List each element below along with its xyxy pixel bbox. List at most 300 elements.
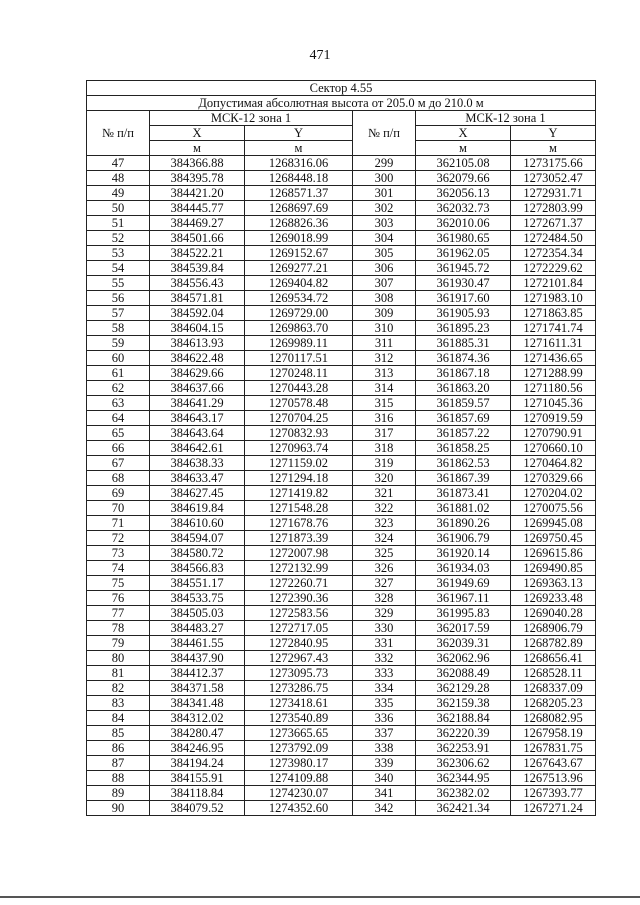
x-coordinate: 384280.47 — [150, 726, 245, 741]
y-coordinate: 1267393.77 — [511, 786, 596, 801]
point-number: 68 — [87, 471, 150, 486]
point-number: 333 — [353, 666, 416, 681]
x-coordinate: 384622.48 — [150, 351, 245, 366]
x-coordinate: 384556.43 — [150, 276, 245, 291]
point-number: 299 — [353, 156, 416, 171]
x-coordinate: 362062.96 — [416, 651, 511, 666]
table-row — [87, 606, 596, 621]
point-number: 66 — [87, 441, 150, 456]
x-coordinate: 362010.06 — [416, 216, 511, 231]
point-number: 84 — [87, 711, 150, 726]
point-number: 315 — [353, 396, 416, 411]
table-row — [87, 786, 596, 801]
point-number: 321 — [353, 486, 416, 501]
y-coordinate: 1271419.82 — [245, 486, 353, 501]
point-number: 65 — [87, 426, 150, 441]
x-coordinate: 384445.77 — [150, 201, 245, 216]
y-coordinate: 1269490.85 — [511, 561, 596, 576]
zone-header-left: МСК-12 зона 1 — [150, 111, 353, 126]
x-coordinate: 361895.23 — [416, 321, 511, 336]
point-number: 303 — [353, 216, 416, 231]
y-coordinate: 1271294.18 — [245, 471, 353, 486]
x-coordinate: 384629.66 — [150, 366, 245, 381]
x-coordinate: 361885.31 — [416, 336, 511, 351]
point-number: 324 — [353, 531, 416, 546]
table-row — [87, 756, 596, 771]
point-number: 313 — [353, 366, 416, 381]
table-row — [87, 216, 596, 231]
x-coordinate: 384610.60 — [150, 516, 245, 531]
x-coordinate: 384341.48 — [150, 696, 245, 711]
point-number: 56 — [87, 291, 150, 306]
point-number: 55 — [87, 276, 150, 291]
table-row — [87, 636, 596, 651]
table-row — [87, 741, 596, 756]
x-coordinate: 384643.64 — [150, 426, 245, 441]
y-coordinate: 1272931.71 — [511, 186, 596, 201]
table-row — [87, 726, 596, 741]
y-coordinate: 1272229.62 — [511, 261, 596, 276]
point-number: 330 — [353, 621, 416, 636]
y-coordinate: 1270075.56 — [511, 501, 596, 516]
x-coordinate: 384638.33 — [150, 456, 245, 471]
point-number: 49 — [87, 186, 150, 201]
y-coordinate: 1268448.18 — [245, 171, 353, 186]
point-number: 311 — [353, 336, 416, 351]
table-row — [87, 546, 596, 561]
x-coordinate: 362079.66 — [416, 171, 511, 186]
y-coordinate: 1269404.82 — [245, 276, 353, 291]
table-row — [87, 441, 596, 456]
zone-header-right: МСК-12 зона 1 — [416, 111, 596, 126]
sector-title: Сектор 4.55 — [87, 81, 596, 96]
x-coordinate: 361890.26 — [416, 516, 511, 531]
index-header-left: № п/п — [87, 111, 150, 156]
point-number: 76 — [87, 591, 150, 606]
point-number: 88 — [87, 771, 150, 786]
y-coordinate: 1272390.36 — [245, 591, 353, 606]
y-coordinate: 1273792.09 — [245, 741, 353, 756]
point-number: 325 — [353, 546, 416, 561]
table-row — [87, 486, 596, 501]
point-number: 331 — [353, 636, 416, 651]
y-coordinate: 1271873.39 — [245, 531, 353, 546]
x-coordinate: 361945.72 — [416, 261, 511, 276]
point-number: 335 — [353, 696, 416, 711]
x-coordinate: 384580.72 — [150, 546, 245, 561]
x-coordinate: 362344.95 — [416, 771, 511, 786]
x-coordinate: 362382.02 — [416, 786, 511, 801]
table-row — [87, 351, 596, 366]
x-header-left: X — [150, 126, 245, 141]
x-coordinate: 384246.95 — [150, 741, 245, 756]
y-coordinate: 1270117.51 — [245, 351, 353, 366]
unit-x-left: м — [150, 141, 245, 156]
y-coordinate: 1268316.06 — [245, 156, 353, 171]
table-row — [87, 801, 596, 816]
y-coordinate: 1271863.85 — [511, 306, 596, 321]
x-coordinate: 384079.52 — [150, 801, 245, 816]
point-number: 57 — [87, 306, 150, 321]
y-coordinate: 1268782.89 — [511, 636, 596, 651]
y-coordinate: 1270660.10 — [511, 441, 596, 456]
point-number: 320 — [353, 471, 416, 486]
point-number: 54 — [87, 261, 150, 276]
x-coordinate: 361862.53 — [416, 456, 511, 471]
y-coordinate: 1268656.41 — [511, 651, 596, 666]
point-number: 51 — [87, 216, 150, 231]
table-row — [87, 561, 596, 576]
table-row — [87, 336, 596, 351]
point-number: 75 — [87, 576, 150, 591]
x-coordinate: 362088.49 — [416, 666, 511, 681]
y-coordinate: 1274352.60 — [245, 801, 353, 816]
point-number: 336 — [353, 711, 416, 726]
y-coordinate: 1270329.66 — [511, 471, 596, 486]
y-coordinate: 1268337.09 — [511, 681, 596, 696]
x-coordinate: 384155.91 — [150, 771, 245, 786]
x-coordinate: 362039.31 — [416, 636, 511, 651]
y-coordinate: 1267513.96 — [511, 771, 596, 786]
point-number: 342 — [353, 801, 416, 816]
unit-y-right: м — [511, 141, 596, 156]
x-coordinate: 361905.93 — [416, 306, 511, 321]
table-row — [87, 711, 596, 726]
y-coordinate: 1271678.76 — [245, 516, 353, 531]
table-row — [87, 666, 596, 681]
x-coordinate: 384637.66 — [150, 381, 245, 396]
y-coordinate: 1271548.28 — [245, 501, 353, 516]
x-coordinate: 384633.47 — [150, 471, 245, 486]
table-row — [87, 201, 596, 216]
table-row — [87, 396, 596, 411]
point-number: 48 — [87, 171, 150, 186]
point-number: 305 — [353, 246, 416, 261]
x-coordinate: 362032.73 — [416, 201, 511, 216]
y-coordinate: 1272583.56 — [245, 606, 353, 621]
y-coordinate: 1271045.36 — [511, 396, 596, 411]
point-number: 86 — [87, 741, 150, 756]
y-coordinate: 1272840.95 — [245, 636, 353, 651]
x-coordinate: 361949.69 — [416, 576, 511, 591]
point-number: 326 — [353, 561, 416, 576]
y-coordinate: 1272671.37 — [511, 216, 596, 231]
table-row — [87, 681, 596, 696]
unit-y-left: м — [245, 141, 353, 156]
x-coordinate: 362188.84 — [416, 711, 511, 726]
x-coordinate: 362159.38 — [416, 696, 511, 711]
x-coordinate: 361920.14 — [416, 546, 511, 561]
table-row — [87, 501, 596, 516]
table-row — [87, 156, 596, 171]
x-coordinate: 384613.93 — [150, 336, 245, 351]
x-coordinate: 384539.84 — [150, 261, 245, 276]
y-coordinate: 1272717.05 — [245, 621, 353, 636]
y-coordinate: 1271983.10 — [511, 291, 596, 306]
x-coordinate: 384522.21 — [150, 246, 245, 261]
x-coordinate: 384421.20 — [150, 186, 245, 201]
y-coordinate: 1270464.82 — [511, 456, 596, 471]
y-coordinate: 1272101.84 — [511, 276, 596, 291]
x-coordinate: 384366.88 — [150, 156, 245, 171]
y-coordinate: 1268571.37 — [245, 186, 353, 201]
table-row — [87, 471, 596, 486]
table-row — [87, 381, 596, 396]
point-number: 312 — [353, 351, 416, 366]
x-coordinate: 361962.05 — [416, 246, 511, 261]
point-number: 328 — [353, 591, 416, 606]
point-number: 61 — [87, 366, 150, 381]
point-number: 83 — [87, 696, 150, 711]
y-coordinate: 1269945.08 — [511, 516, 596, 531]
y-coordinate: 1273665.65 — [245, 726, 353, 741]
y-coordinate: 1268082.95 — [511, 711, 596, 726]
y-coordinate: 1268906.79 — [511, 621, 596, 636]
height-range: Допустимая абсолютная высота от 205.0 м до 210.0 м — [87, 96, 596, 111]
y-coordinate: 1267643.67 — [511, 756, 596, 771]
y-coordinate: 1268528.11 — [511, 666, 596, 681]
y-coordinate: 1272132.99 — [245, 561, 353, 576]
y-coordinate: 1270963.74 — [245, 441, 353, 456]
point-number: 82 — [87, 681, 150, 696]
x-coordinate: 384592.04 — [150, 306, 245, 321]
x-coordinate: 384505.03 — [150, 606, 245, 621]
table-row — [87, 291, 596, 306]
x-coordinate: 384118.84 — [150, 786, 245, 801]
x-coordinate: 361930.47 — [416, 276, 511, 291]
point-number: 47 — [87, 156, 150, 171]
x-coordinate: 362056.13 — [416, 186, 511, 201]
y-coordinate: 1272967.43 — [245, 651, 353, 666]
point-number: 341 — [353, 786, 416, 801]
x-coordinate: 384395.78 — [150, 171, 245, 186]
point-number: 53 — [87, 246, 150, 261]
y-coordinate: 1273052.47 — [511, 171, 596, 186]
x-coordinate: 361857.69 — [416, 411, 511, 426]
x-coordinate: 362129.28 — [416, 681, 511, 696]
point-number: 58 — [87, 321, 150, 336]
x-coordinate: 384501.66 — [150, 231, 245, 246]
y-coordinate: 1272484.50 — [511, 231, 596, 246]
y-coordinate: 1269729.00 — [245, 306, 353, 321]
point-number: 327 — [353, 576, 416, 591]
y-coordinate: 1270443.28 — [245, 381, 353, 396]
x-coordinate: 384643.17 — [150, 411, 245, 426]
point-number: 301 — [353, 186, 416, 201]
point-number: 338 — [353, 741, 416, 756]
point-number: 73 — [87, 546, 150, 561]
point-number: 74 — [87, 561, 150, 576]
y-coordinate: 1271741.74 — [511, 321, 596, 336]
point-number: 78 — [87, 621, 150, 636]
y-coordinate: 1273418.61 — [245, 696, 353, 711]
point-number: 318 — [353, 441, 416, 456]
x-coordinate: 361934.03 — [416, 561, 511, 576]
y-coordinate: 1271180.56 — [511, 381, 596, 396]
x-coordinate: 384551.17 — [150, 576, 245, 591]
x-coordinate: 361863.20 — [416, 381, 511, 396]
point-number: 314 — [353, 381, 416, 396]
point-number: 80 — [87, 651, 150, 666]
point-number: 70 — [87, 501, 150, 516]
coordinates-table — [86, 80, 596, 816]
point-number: 64 — [87, 411, 150, 426]
table-row — [87, 246, 596, 261]
y-coordinate: 1268826.36 — [245, 216, 353, 231]
table-row — [87, 516, 596, 531]
x-coordinate: 361857.22 — [416, 426, 511, 441]
y-coordinate: 1270248.11 — [245, 366, 353, 381]
x-coordinate: 384642.61 — [150, 441, 245, 456]
y-coordinate: 1269534.72 — [245, 291, 353, 306]
y-coordinate: 1267831.75 — [511, 741, 596, 756]
y-coordinate: 1269233.48 — [511, 591, 596, 606]
x-coordinate: 361967.11 — [416, 591, 511, 606]
y-coordinate: 1270704.25 — [245, 411, 353, 426]
x-coordinate: 361906.79 — [416, 531, 511, 546]
y-coordinate: 1267958.19 — [511, 726, 596, 741]
y-coordinate: 1268697.69 — [245, 201, 353, 216]
y-coordinate: 1273286.75 — [245, 681, 353, 696]
x-coordinate: 384619.84 — [150, 501, 245, 516]
table-row — [87, 366, 596, 381]
y-coordinate: 1273095.73 — [245, 666, 353, 681]
point-number: 62 — [87, 381, 150, 396]
y-coordinate: 1271288.99 — [511, 366, 596, 381]
unit-x-right: м — [416, 141, 511, 156]
table-row — [87, 771, 596, 786]
point-number: 60 — [87, 351, 150, 366]
x-coordinate: 361995.83 — [416, 606, 511, 621]
x-coordinate: 384312.02 — [150, 711, 245, 726]
point-number: 300 — [353, 171, 416, 186]
point-number: 69 — [87, 486, 150, 501]
y-coordinate: 1274230.07 — [245, 786, 353, 801]
point-number: 334 — [353, 681, 416, 696]
point-number: 316 — [353, 411, 416, 426]
x-coordinate: 361867.39 — [416, 471, 511, 486]
point-number: 304 — [353, 231, 416, 246]
point-number: 87 — [87, 756, 150, 771]
point-number: 322 — [353, 501, 416, 516]
y-coordinate: 1270204.02 — [511, 486, 596, 501]
point-number: 337 — [353, 726, 416, 741]
y-coordinate: 1271159.02 — [245, 456, 353, 471]
table-row — [87, 696, 596, 711]
x-coordinate: 362105.08 — [416, 156, 511, 171]
y-coordinate: 1268205.23 — [511, 696, 596, 711]
x-coordinate: 384627.45 — [150, 486, 245, 501]
x-coordinate: 384604.15 — [150, 321, 245, 336]
y-coordinate: 1272260.71 — [245, 576, 353, 591]
point-number: 339 — [353, 756, 416, 771]
x-coordinate: 384469.27 — [150, 216, 245, 231]
x-coordinate: 384533.75 — [150, 591, 245, 606]
point-number: 72 — [87, 531, 150, 546]
point-number: 310 — [353, 321, 416, 336]
point-number: 308 — [353, 291, 416, 306]
y-coordinate: 1271611.31 — [511, 336, 596, 351]
y-coordinate: 1269040.28 — [511, 606, 596, 621]
y-coordinate: 1269989.11 — [245, 336, 353, 351]
x-coordinate: 361881.02 — [416, 501, 511, 516]
y-coordinate: 1269750.45 — [511, 531, 596, 546]
y-header-right: Y — [511, 126, 596, 141]
x-coordinate: 361874.36 — [416, 351, 511, 366]
point-number: 52 — [87, 231, 150, 246]
table-row — [87, 261, 596, 276]
y-header-left: Y — [245, 126, 353, 141]
y-coordinate: 1273980.17 — [245, 756, 353, 771]
table-row — [87, 591, 596, 606]
x-coordinate: 361917.60 — [416, 291, 511, 306]
point-number: 319 — [353, 456, 416, 471]
y-coordinate: 1273540.89 — [245, 711, 353, 726]
bottom-border-line — [0, 896, 640, 898]
y-coordinate: 1269615.86 — [511, 546, 596, 561]
y-coordinate: 1269863.70 — [245, 321, 353, 336]
table-row — [87, 426, 596, 441]
point-number: 329 — [353, 606, 416, 621]
table-row — [87, 456, 596, 471]
table-row — [87, 576, 596, 591]
point-number: 77 — [87, 606, 150, 621]
table-row — [87, 306, 596, 321]
x-coordinate: 362253.91 — [416, 741, 511, 756]
x-coordinate: 384594.07 — [150, 531, 245, 546]
table-row — [87, 321, 596, 336]
x-header-right: X — [416, 126, 511, 141]
x-coordinate: 361858.25 — [416, 441, 511, 456]
y-coordinate: 1272803.99 — [511, 201, 596, 216]
point-number: 306 — [353, 261, 416, 276]
y-coordinate: 1270919.59 — [511, 411, 596, 426]
y-coordinate: 1269018.99 — [245, 231, 353, 246]
y-coordinate: 1270790.91 — [511, 426, 596, 441]
y-coordinate: 1269363.13 — [511, 576, 596, 591]
x-coordinate: 361873.41 — [416, 486, 511, 501]
table-row — [87, 186, 596, 201]
y-coordinate: 1271436.65 — [511, 351, 596, 366]
point-number: 63 — [87, 396, 150, 411]
point-number: 50 — [87, 201, 150, 216]
point-number: 340 — [353, 771, 416, 786]
table-row — [87, 651, 596, 666]
y-coordinate: 1274109.88 — [245, 771, 353, 786]
point-number: 307 — [353, 276, 416, 291]
point-number: 79 — [87, 636, 150, 651]
table-row — [87, 411, 596, 426]
point-number: 67 — [87, 456, 150, 471]
x-coordinate: 384641.29 — [150, 396, 245, 411]
page-number: 471 — [309, 48, 331, 63]
point-number: 90 — [87, 801, 150, 816]
x-coordinate: 362220.39 — [416, 726, 511, 741]
table-row — [87, 231, 596, 246]
y-coordinate: 1272007.98 — [245, 546, 353, 561]
x-coordinate: 384371.58 — [150, 681, 245, 696]
point-number: 89 — [87, 786, 150, 801]
x-coordinate: 384194.24 — [150, 756, 245, 771]
point-number: 332 — [353, 651, 416, 666]
y-coordinate: 1267271.24 — [511, 801, 596, 816]
y-coordinate: 1269152.67 — [245, 246, 353, 261]
point-number: 81 — [87, 666, 150, 681]
table-row — [87, 531, 596, 546]
y-coordinate: 1270578.48 — [245, 396, 353, 411]
table-row — [87, 621, 596, 636]
point-number: 59 — [87, 336, 150, 351]
